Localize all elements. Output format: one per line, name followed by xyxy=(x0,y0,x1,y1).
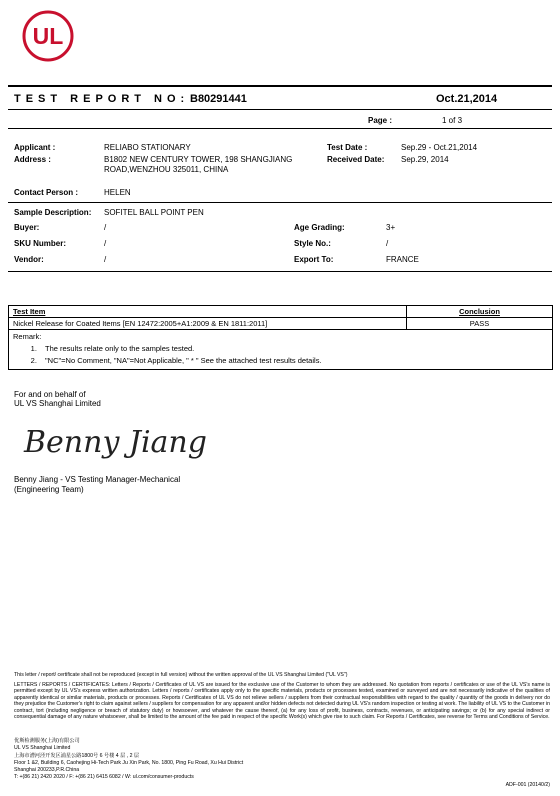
city: Shanghai 200233,P.R.China xyxy=(14,767,80,773)
vendor-label: Vendor: xyxy=(14,255,44,264)
ul-logo xyxy=(22,10,74,62)
sku-value: / xyxy=(104,239,107,248)
header-bottom-rule xyxy=(8,109,552,110)
test-item-cell: Nickel Release for Coated Items [EN 12472:2005+A1:2009 & EN 1811:2011] xyxy=(9,318,407,329)
buyer-label: Buyer: xyxy=(14,223,40,232)
remark-section xyxy=(9,330,552,369)
form-number: ADF-001 (20140/2) xyxy=(505,782,550,788)
behalf-line-2: UL VS Shanghai Limited xyxy=(14,399,101,408)
legal-text: LETTERS / REPORTS / CERTIFICATES: Letters / Reports / Certificates of UL VS are issued for the exclusive use of the Customer to whom they are addressed. No quotation from reports / certificates or use of the UL VS's name is permitted except by UL VS's express written authorization. Letters / reports / certificates apply only to the specific materials, products or processes tested, examined or surveyed and are not necessarily indicative of the qualities of apparently identical or similar materials, products or processes. Reports / Certificates of UL VS do not relieve sellers / suppliers from their contractual responsibilities with regard to the quality / quantity of the goods in delivery nor do they prejudice the Customer's right to claim against sellers / suppliers for compensation for any apparent and/or hidden defects not detected during UL VS's random inspection or testing at work. The liability of UL VS to the Customer in contract, tort (including negligence or breach of statutory duty) or howsoever, and whatever the cause thereof, (a) for any loss of profit, business, contracts, revenues, or anticipating savings; or (b) for any special indirect or consequential damage of any nature whatsoever, shall be limited to the amount of the fee paid in respect of the specific Work(s) which give rise to such claim. For Reports / Certificates, see reverse for Terms and Conditions of Service. xyxy=(14,682,550,721)
style-no-value: / xyxy=(386,239,389,248)
report-number: B80291441 xyxy=(190,93,247,105)
company-name-en: UL VS Shanghai Limited xyxy=(14,745,71,751)
applicant-label: Applicant : xyxy=(14,143,56,152)
sample-desc-label: Sample Description: xyxy=(14,208,92,217)
page-value: 1 of 3 xyxy=(442,116,463,125)
remark-label: Remark: xyxy=(13,332,42,341)
buyer-value: / xyxy=(104,223,107,232)
page-label: Page : xyxy=(368,116,393,125)
results-header-row xyxy=(9,306,552,318)
disclaimer: This letter / report/ certificate shall not be reproduced (except in full version) without the written approval of the UL VS Shanghai Limited ("UL VS") xyxy=(14,672,348,678)
contact-label: Contact Person : xyxy=(14,188,79,197)
test-item-header: Test Item xyxy=(9,306,407,317)
signer-line-2: (Engineering Team) xyxy=(14,485,84,494)
remark-item: 2. "NC"=No Comment, "NA"=Not Applicable, " * " See the attached test results details. xyxy=(39,356,548,365)
age-grading-label: Age Grading: xyxy=(294,223,345,232)
address-label: Address : xyxy=(14,155,51,164)
address-cn: 上海市漕河泾开发区浦星公路1800号 6 号楼 4 层 , 2 层 xyxy=(14,753,140,759)
conclusion-header: Conclusion xyxy=(459,307,500,316)
contact-info: T: +(86 21) 2420 2020 / F: +(86 21) 6415 6082 / W: ul.com/consumer-products xyxy=(14,774,194,780)
sample-rule xyxy=(8,271,552,272)
export-to-label: Export To: xyxy=(294,255,334,264)
address-en: Floor 1 &2, Building 6, Caohejing Hi-Tech Park Ju Xin Park, No. 1800, Ping Fu Road, Xu Hui District xyxy=(14,760,244,766)
signer-line-1: Benny Jiang - VS Testing Manager-Mechanical xyxy=(14,475,181,484)
received-date-label: Received Date: xyxy=(327,155,385,164)
sku-label: SKU Number: xyxy=(14,239,67,248)
address-line-1: B1802 NEW CENTURY TOWER, 198 SHANGJIANG xyxy=(104,155,293,164)
report-date: Oct.21,2014 xyxy=(436,93,498,105)
behalf-line-1: For and on behalf of xyxy=(14,390,86,399)
address-line-2: ROAD,WENZHOU 325011, CHINA xyxy=(104,165,229,174)
results-table xyxy=(8,305,553,370)
handwritten-signature xyxy=(14,408,214,468)
test-date-value: Sep.29 - Oct.21,2014 xyxy=(401,143,478,152)
vendor-value: / xyxy=(104,255,107,264)
signature-glyphs: Benny Jiang xyxy=(24,425,207,460)
table-row xyxy=(9,318,552,330)
export-to-value: FRANCE xyxy=(386,255,419,264)
style-no-label: Style No.: xyxy=(294,239,331,248)
company-name-cn: 优斯检测服务(上海)有限公司 xyxy=(14,738,80,744)
age-grading-value: 3+ xyxy=(386,223,396,232)
svg-text:UL: UL xyxy=(32,23,64,49)
received-date-value: Sep.29, 2014 xyxy=(401,155,449,164)
remark-item: 1. The results relate only to the samples tested. xyxy=(39,344,548,353)
report-title: TEST REPORT NO: xyxy=(14,93,190,105)
applicant-value: RELIABO STATIONARY xyxy=(104,143,191,152)
test-date-label: Test Date : xyxy=(327,143,368,152)
conclusion-cell: PASS xyxy=(469,319,490,328)
header-top-rule xyxy=(8,85,552,87)
contact-value: HELEN xyxy=(104,188,131,197)
contact-rule xyxy=(8,202,552,203)
sample-desc-value: SOFITEL BALL POINT PEN xyxy=(104,208,204,217)
page-rule xyxy=(8,128,552,129)
